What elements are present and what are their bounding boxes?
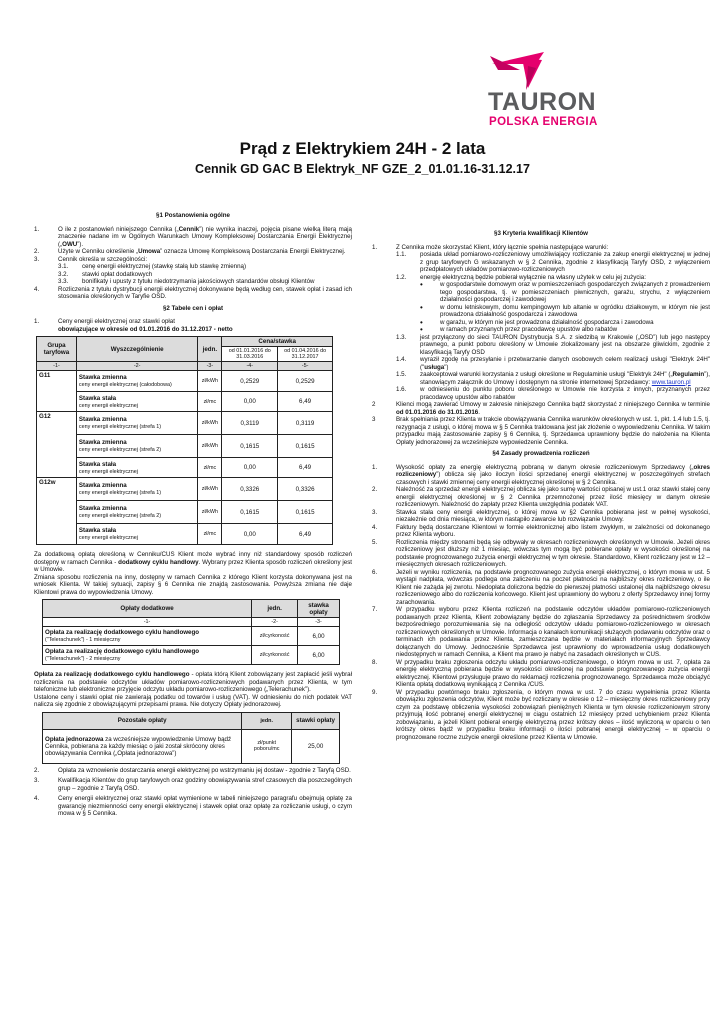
- tauron-symbol-icon: [484, 50, 574, 92]
- s4-item-5: 5. Rozliczenia między stronami będą się odbywały w okresach rozliczeniowych określonych w Umowie. Jeżeli okres rozliczeniowy jest dłuższy niż 1 miesiąc, wówczas tym mogą być pobierane opłaty w wysokości określonej na podstawie prognozowanego zużycia energii elektrycznej w tym okresie. Standardowo, Klient rozliczany jest w 12 – miesięcznych okresach rozliczeniowych.: [372, 538, 710, 568]
- s2-paragraph-4: Ustalone ceny i stawki opłat nie zawierają podatku od towarów i usług (VAT). W odniesieniu do nich podatek VAT nalicza się zgodnie z obowiązującymi przepisami prawa. Nie dotyczy Opłaty jednorazowej.: [34, 693, 352, 708]
- s4-item-9: 9. W przypadku powtórnego braku zgłoszenia, o którym mowa w ust. 7 do czasu wypełnienia przez Klienta obowiązku zgłoszenia odczytów, Klient może być rozliczany w okresie o 12 – miesięczny okres rozliczeniowy przy czym za podstawę obliczenia wysokości zobowiązań pieniężnych Klienta w tym okresie rozliczeniowym strony przyjmują ilość pobranej energii elektrycznej w ciągu ostatnich 12 miesięcy przed uchybieniem przez Klienta zobowiązaniu, a jeżeli Klient pobierał energię elektryczną przez krótszy okres – ilość wyliczoną w oparciu o ten krótszy okres bądź w przypadku braku informacji o ilości pobranej energii elektrycznej – w oparciu o prognozowane roczne zużycie energii określone przez Klienta w Umowie.: [372, 688, 710, 741]
- s2-paragraph-2: Zmiana sposobu rozliczenia na inny, dostępny w ramach Cennika z którego Klient korzysta dokonywana jest na wniosek Klienta. W takiej sytuacji, zapisy § 6 Cennika nie znajdą zastosowania. Powyższa zmiana nie daje Klientowi prawa do wypowiedzenia Umowy.: [34, 573, 352, 596]
- document-subtitle: Cennik GD GAC B Elektryk_NF GZE_2_01.01.16-31.12.17: [195, 162, 530, 176]
- table-row: Stawka stała ceny energii elektrycznej zł/mc 0,00 6,49: [37, 458, 333, 478]
- s2-item-4: 4. Ceny energii elektrycznej oraz stawki opłat wymienione w tabeli niniejszego paragrafu obejmują opłatę za gwarancję niezmienności ceny energii elektrycznej i stawek opłat oraz opłatę za rozliczanie usługi, o czym mowa w § 5 Cennika.: [34, 795, 352, 817]
- s1-item-3-1: 3.1. cenę energii elektrycznej (stawkę stałą lub stawkę zmienną): [58, 263, 247, 270]
- tauron-website-link[interactable]: www.tauron.pl: [651, 378, 691, 386]
- s3-item-1-3: 1.3. jest przyłączony do sieci TAURON Dystrybucja S.A. z siedzibą w Krakowie („OSD”) lub jego następcy prawnego, a punkt poboru określony w Umowie zlokalizowany jest na obszarze gliwickim, zgodnie z klasyfikacją Taryfy OSD: [396, 333, 710, 356]
- bullet-icon: •: [420, 280, 423, 289]
- s4-item-3: 3. Stawka stała ceny energii elektrycznej, o której mowa w §2 Cennika pobierana jest w pełnej wysokości, niezależnie od dnia miesiąca, w którym nastąpiło zawarcie lub rozwiązanie Umowy.: [372, 508, 710, 523]
- s1-item-3: 3. Cennik określa w szczególności:: [34, 255, 148, 263]
- s1-item-3-2: 3.2. stawki opłat dodatkowych: [58, 270, 153, 278]
- left-column: [34, 208, 352, 818]
- bullet-icon: •: [420, 302, 423, 312]
- s3-item-3: 3 Brak spełniania przez Klienta w trakcie obowiązywania Cennika warunków określonych w ust. 1, pkt. 1.4 lub 1.5, tj. rezygnacja z usługi, o której mowa w § 5 Cennika traktowana jest jak złożenie o wypowiedzeniu Cennika. W takim przypadku mają zastosowanie zapisy § 6 Cennika, tj. Sprzedawca uprawniony będzie do nałożenia na Klienta Opłaty jednorazowej za wcześniejsze wypowiedzenie Cennika.: [372, 416, 710, 446]
- tauron-logo: [480, 50, 700, 132]
- s1-item-2: 2. Użyte w Cenniku określenie „Umowa” oznacza Umowę Kompleksową Dostarczania Energii Elektrycznej.: [34, 248, 346, 255]
- price-table-header-price: Cena/stawka: [222, 337, 333, 347]
- s3-item-1-5: 1.5. zaakceptował warunki korzystania z usługi określone w Regulaminie usługi "Elektryk 24H" („Regulamin”), stanowiącym załącznik do Umowy i dostępnym na stronie internetowej Sprzedawcy: www.tauron.pl: [396, 371, 710, 386]
- price-table-header-spec: Wyszczególnienie: [76, 337, 197, 362]
- price-table: Grupa taryfowa Wyszczególnienie jedn. Cena/stawka od 01.01.2016 do 31.03.2016 od 01.04.2016 do 31.12.2017 -1- -2- -3- -4- -5- G11 Stawka zmienna ceny energii elektrycznej (całodobowa) zł/kWh 0,2529 0,2529 Stawka stała ceny energii elektrycznej zł/mc 0,00 6,49 G12 Stawka zmienna ceny energii elektrycznej (strefa 1) zł/kWh 0,3119 0,3119 Stawka zmienna ceny energii elektrycznej (strefa 2) zł/kWh 0,1615 0,1615 Stawka stała ceny energii elektrycznej zł/mc 0,00 6,49 G12w Stawka zmienna ceny energii elektrycznej (strefa 1) zł/kWh 0,3326 0,3326 Stawka zmienna ceny energii elektrycznej (strefa 2) zł/kWh 0,1615 0,1615 Stawka stała ceny energii elektrycznej zł/mc 0,00 6,49: [36, 336, 333, 545]
- s2-paragraph-1: Za dodatkową opłatą określoną w Cenniku/CUS Klient może wybrać inny niż standardowy sposób rozliczeń dostępny w ramach Cennika - dodatkowy cyklu handlowy. Wybrany przez Klienta sposób rozliczeń określony jest w Umowie.: [34, 551, 353, 573]
- bullet-icon: •: [420, 325, 423, 334]
- bullet-icon: •: [420, 317, 423, 327]
- price-table-header-period-2: od 01.04.2016 do 31.12.2017: [278, 347, 333, 362]
- price-table-header-unit: jedn.: [198, 337, 222, 362]
- s3-bullet-4: • w ramach przyznanych przez pracodawcę upustów albo rabatów: [420, 325, 618, 334]
- section4-heading: §4 Zasady prowadzenia rozliczeń: [492, 450, 590, 457]
- s3-bullet-2: • w domu letniskowym, domu kempingowym lub altanie w ogródku działkowym, w którym nie jest prowadzona działalność gospodarcza i zawodowa: [420, 302, 710, 318]
- section3-heading: §3 Kryteria kwalifikacji Klientów: [494, 230, 588, 237]
- s3-item-1-1: 1.1. posiada układ pomiarowo-rozliczeniowy umożliwiający rozliczanie za zakup energii elektrycznej w jednej z grup taryfowych G wskazanych w § 2 Cennika, zgodnie z klasyfikacją Taryfy OSD, z wyłączeniem przedpłatowych układów pomiarowo-rozliczeniowych: [396, 251, 710, 273]
- logo-brand-text: TAURON: [488, 88, 597, 116]
- s3-item-2: 2 Klienci mogą zawierać Umowy w zakresie niniejszego Cennika bądź skorzystać z niniejszego Cennika w terminie od 01.01.2016 do 31.01.2016.: [372, 401, 710, 416]
- s4-item-4: 4. Faktury będą dostarczane Klientowi w formie elektronicznej albo listem zwykłym, w zależności od dokonanego przez Klienta wyboru.: [372, 523, 710, 538]
- s4-item-6: 6. Jeżeli w wyniku rozliczenia, na podstawie prognozowanego zużycia energii elektrycznej, o którym mowa w ust. 5 wystąpi nadpłata, wówczas podlega ona zaliczeniu na poczet płatności na najbliższy okres rozliczeniowy, o ile Klient nie zażąda jej zwrotu. Niedopłata doliczona będzie do pierwszej płatności ustalonej dla najbliższego okresu rozliczeniowego albo do rozliczenia końcowego. Klient jest uprawniony do wyboru z oferty Sprzedawcy innej formy zarachowania.: [372, 568, 710, 606]
- s4-item-7: 7. W przypadku wyboru przez Klienta rozliczeń na podstawie odczytów układów pomiarowo-rozliczeniowych podawanych przez Klienta, Klient zobowiązany będzie do zgłaszania Sprzedawcy za pośrednictwem środków bezpośredniego porozumiewania się na odległość odczytów układu pomiarowo-rozliczeniowego w okresach rozliczeniowych określonych w Umowie. Informacja o kanałach komunikacji służących podawaniu odczytów oraz o terminach ich podawania przez Klienta, zamieszczana będzie w materiałach informacyjnych Sprzedawcy dołączanych do Umowy. Jednocześnie Sprzedawca jest uprawniony do wprowadzenia usług dodatkowych niedostępnych w ramach Cennika, a Klient ma prawo je nabyć na zasadach określonych w CUS.: [372, 606, 710, 658]
- s4-item-1: 1. Wysokość opłaty za energię elektryczną pobraną w danym okresie rozliczeniowym Sprzedawcy („okres rozliczeniowy”) oblicza się jako iloczyn ilości sprzedanej energii elektrycznej w poszczególnych strefach czasowych i stawki zmiennej ceny energii elektrycznej określonej w § 2 Cennika.: [372, 463, 710, 486]
- document-title: Prąd z Elektrykiem 24H - 2 lata: [239, 139, 486, 158]
- s3-item-1-2: 1.2. energię elektryczną będzie pobierał wyłącznie na własny użytek w celu jej zużycia:: [396, 273, 646, 281]
- s1-item-4: 4. Rozliczenia z tytułu dystrybucji energii elektrycznej dokonywane będą według cen, stawek opłat i zasad ich stosowania określonych w Taryfie OSD.: [34, 285, 352, 300]
- other-fees-table: Pozostałe opłaty jedn. stawki opłaty Opłata jednorazowa za wcześniejsze wypowiedzenie Umowy bądź Cennika, pobierana za każdy miesiąc o jaki został skrócony okres obowiązywania Cennika („Opłata jednorazowa”) zł/punkt poboru/mc 25,00: [42, 712, 340, 764]
- s4-item-8: 8. W przypadku braku zgłoszenia odczytu układu pomiarowo-rozliczeniowego, o którym mowa w ust. 7, opłata za energię elektryczną pobierana będzie w wysokości określonej na podstawie prognozowanego zużycia energii elektrycznej. Klientowi przysługuje prawo do reklamacji rozliczenia prognozowanego. Sprzedawca może obciążyć Klienta opłatą dodatkową wynikającą z Cennika /CUS.: [372, 658, 710, 688]
- price-table-header-period-1: od 01.01.2016 do 31.03.2016: [222, 347, 278, 362]
- s4-item-2: 2. Należność za sprzedaż energii elektrycznej oblicza się jako sumę wartości opisanej w ust.1 oraz stawki stałej ceny energii elektrycznej określonej w § 2 Cennika przemnożonej przez ilość miesięcy w danym okresie rozliczeniowym. Należność do zapłaty przez Klienta uwzględnia podatek VAT.: [372, 486, 710, 508]
- table-row: Stawka zmienna ceny energii elektrycznej (strefa 2) zł/kWh 0,1615 0,1615: [37, 501, 333, 524]
- table-row: Opłata za realizację dodatkowego cyklu handlowego ("Telerachunek") - 2 miesięczny zł/cyrkoność 6,00: [43, 646, 340, 665]
- s2-item-2: 2. Opłata za wznowienie dostarczania energii elektrycznej po wstrzymaniu jej dostaw - zgodnie z Taryfą OSD.: [34, 766, 351, 774]
- table-row: Stawka stała ceny energii elektrycznej zł/mc 0,00 6,49: [37, 524, 333, 545]
- table-row: Opłata jednorazowa za wcześniejsze wypowiedzenie Umowy bądź Cennika, pobierana za każdy miesiąc o jaki został skrócony okres obowiązywania Cennika („Opłata jednorazowa”) zł/punkt poboru/mc 25,00: [43, 729, 340, 763]
- s1-item-1: 1. O ile z postanowień niniejszego Cennika („Cennik”) nie wynika inaczej, pojęcia pisane wielką literą mają znaczenie nadane im w Ogólnych Warunkach Umowy Kompleksowej Dostarczania Energii Elektrycznej („OWU”).: [34, 225, 352, 248]
- s2-item-3: 3. Kwalifikacja Klientów do grup taryfowych oraz godziny obowiązywania stref czasowych dla poszczególnych grup – zgodnie z Taryfą OSD.: [34, 777, 352, 792]
- s3-bullet-1: • w gospodarstwie domowym oraz w pomieszczeniach gospodarczych związanych z prowadzeniem tego gospodarstwa, tj. w pomieszczeniach piwnicznych, garażu, strychu, z wyłączeniem działalności gospodarczej i zawodowej: [420, 280, 710, 303]
- table-row: G12w Stawka zmienna ceny energii elektrycznej (strefa 1) zł/kWh 0,3326 0,3326: [37, 478, 333, 501]
- s3-bullet-3: • w garażu, w którym nie jest prowadzona działalność gospodarcza i zawodowa: [420, 317, 654, 327]
- s3-item-1-4: 1.4. wyraził zgodę na przesyłanie i przetwarzanie danych osobowych celem realizacji usługi "Elektryk 24H" ("usługa"): [396, 356, 710, 371]
- price-table-header-group: Grupa taryfowa: [37, 337, 77, 362]
- table-row: G11 Stawka zmienna ceny energii elektrycznej (całodobowa) zł/kWh 0,2529 0,2529: [37, 371, 333, 392]
- s2-item-1: 1. Ceny energii elektrycznej oraz stawki opłat obowiązujące w okresie od 01.01.2016 do 31.12.2017 - netto: [34, 318, 233, 333]
- right-column: [372, 226, 710, 741]
- table-row: Stawka zmienna ceny energii elektrycznej (strefa 2) zł/kWh 0,1615 0,1615: [37, 435, 333, 458]
- section1-heading: §1 Postanowienia ogólne: [156, 212, 230, 219]
- section2-heading: §2 Tabele cen i opłat: [162, 304, 224, 312]
- table-row: Opłata za realizację dodatkowego cyklu handlowego ("Telerachunek") - 1 miesięczny zł/cyrkoność 6,00: [43, 627, 340, 646]
- table-row: Stawka stała ceny energii elektrycznej zł/mc 0,00 6,49: [37, 392, 333, 412]
- s2-paragraph-3: Opłata za realizację dodatkowego cyklu handlowego - opłata którą Klient zobowiązany jest zapłacić jeśli wybrał rozliczenia na podstawie odczytów układów pomiarowo-rozliczeniowych podawanych przez Klienta, w tym telefoniczne lub elektroniczne przyjęcie odczytu układu pomiarowo-rozliczeniowego („Telerachunek”).: [34, 671, 352, 693]
- additional-fees-table: Opłaty dodatkowe jedn. stawka opłaty -1- -2- -3- Opłata za realizację dodatkowego cyklu handlowego ("Telerachunek") - 1 miesięczny zł/cyrkoność 6,00 Opłata za realizację dodatkowego cyklu handlowego ("Telerachunek") - 2 miesięczny zł/cyrkoność 6,00: [42, 599, 340, 665]
- s3-item-1-6: 1.6. w odniesieniu do punktu poboru określonego w Umowie nie korzysta z innych, przyznanych przez pracodawcę upustów albo rabatów: [396, 386, 710, 401]
- s1-item-3-3: 3.3. bonifikaty i upusty z tytułu niedotrzymania jakościowych standardów obsługi Klientów: [58, 278, 315, 285]
- s3-item-1: 1. Z Cennika może skorzystać Klient, który łącznie spełnia następujące warunki:: [372, 243, 609, 251]
- table-row: G12 Stawka zmienna ceny energii elektrycznej (strefa 1) zł/kWh 0,3119 0,3119: [37, 412, 333, 435]
- logo-sub-text: POLSKA ENERGIA: [489, 116, 598, 128]
